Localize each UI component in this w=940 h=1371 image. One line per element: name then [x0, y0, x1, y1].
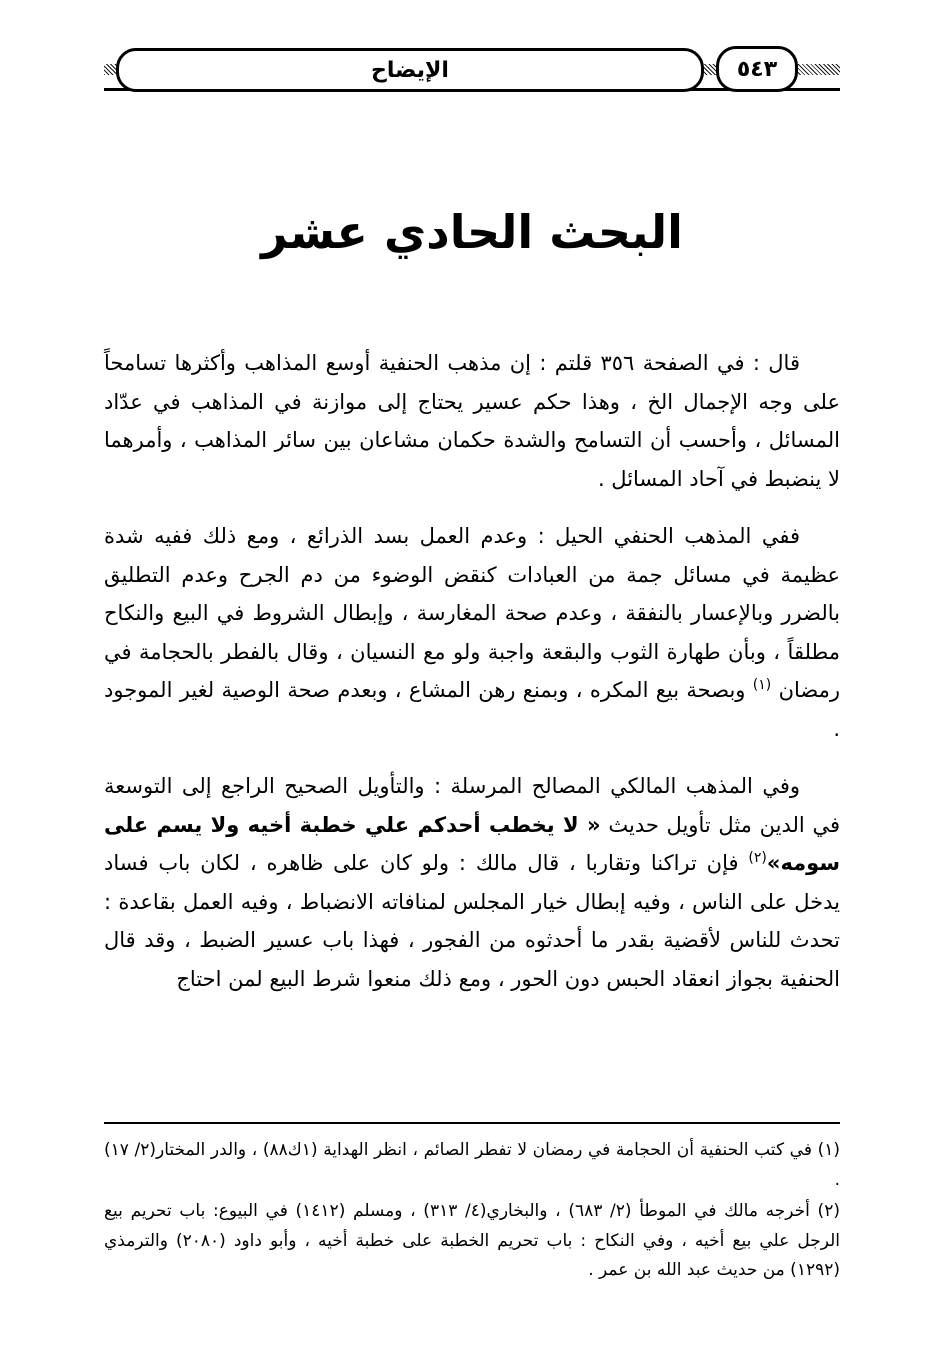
paragraph-3-part-b: فإن تراكنا وتقاربا ، قال مالك : ولو كان على ظاهره ، لكان باب فساد يدخل على الناس ، وفيه إبطال خيار المجلس لمنافاته الانضباط ، وفيه العمل بقاعدة : تحدث للناس لأقضية بقدر ما أحدثوه من الفجور ، فهذا باب عسير الضبط ، وقد قال الحنفية بجواز انعقاد الحبس دون الحور ، ومع ذلك منعوا شرط البيع لمن احتاج [104, 851, 840, 991]
paragraph-2 [104, 517, 840, 748]
footnote-2: (٢) أخرجه مالك في الموطأ (٢/ ٦٨٣) ، والبخاري(٤/ ٣١٣) ، ومسلم (١٤١٢) في البيوع: باب تحريم بيع الرجل علي بيع أخيه ، وفي النكاح : باب تحريم الخطبة على خطبة أخيه ، وأبو داود (٢٠٨٠) والترمذي (١٢٩٢) من حديث عبد الله بن عمر . [104, 1201, 840, 1280]
paragraph-1: قال : في الصفحة ٣٥٦ قلتم : إن مذهب الحنفية أوسع المذاهب وأكثرها تسامحاً على وجه الإجمال الخ ، وهذا حكم عسير يحتاج إلى موازنة في المذاهب في عدّاد المسائل ، وأحسب أن التسامح والشدة حكمان مشاعان بين سائر المذاهب ، وأمرهما لا ينضبط في آحاد المسائل . [104, 351, 840, 491]
footnote-1: (١) في كتب الحنفية أن الحجامة في رمضان لا تفطر الصائم ، انظر الهداية (١ك٨٨) ، والدر المختار(٢/ ١٧) . [104, 1140, 840, 1190]
main-text [104, 344, 840, 1017]
running-title-frame [116, 48, 704, 92]
footnote-separator [104, 1122, 840, 1124]
paragraph-2-part-b: وبصحة بيع المكره ، وبمنع رهن المشاع ، وبعدم صحة الوصية لغير الموجود . [104, 678, 840, 741]
page-number-frame [716, 46, 798, 92]
paragraph-3-part-a: وفي المذهب المالكي المصالح المرسلة : والتأويل الصحيح الراجع إلى التوسعة في الدين مثل تأويل حديث [104, 774, 840, 837]
footnote-ref-1[interactable]: (١) [752, 677, 772, 693]
paragraph-3 [104, 767, 840, 998]
page-header [104, 44, 840, 94]
running-title: الإيضاح [371, 57, 449, 83]
chapter-title: البحث الحادي عشر [261, 205, 683, 259]
paragraph-2-part-a: ففي المذهب الحنفي الحيل : وعدم العمل بسد الذرائع ، ومع ذلك ففيه شدة عظيمة في مسائل جمة من العبادات كنقض الوضوء من دم الجرح وعدم التطليق بالضرر وبالإعسار بالنفقة ، وعدم صحة المغارسة ، وإبطال الشروط في البيع والنكاح مطلقاً ، وبأن طهارة الثوب والبقعة واجبة ولو مع النسيان ، وقال بالفطر بالحجامة في رمضان [104, 524, 840, 702]
footnotes [104, 1136, 840, 1288]
page-number: ٥٤٣ [736, 56, 778, 82]
hadith-quote: « لا يخطب أحدكم علي خطبة أخيه ولا يسم على سومه» [104, 812, 840, 875]
footnote-ref-2[interactable]: (٢) [748, 850, 767, 866]
